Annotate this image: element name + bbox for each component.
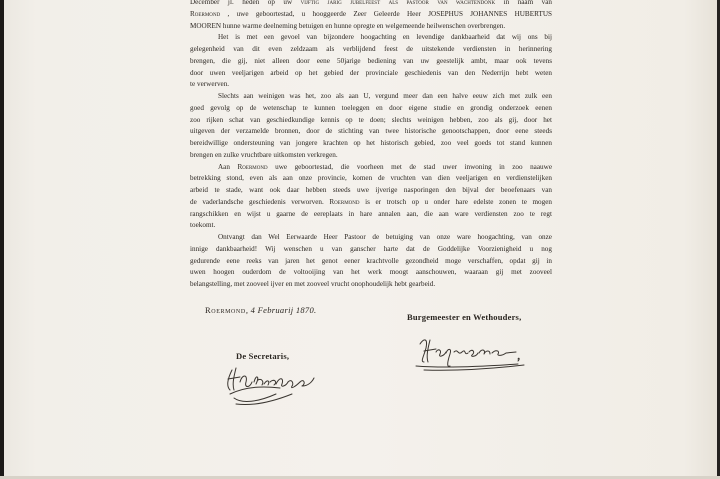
letter-line: Ontvangt dan Wel Eerwaarde Heer Pastoor de betuiging van onze ware hoogachting, van onze: [218, 233, 552, 241]
secretary-heading: De Secretaris,: [236, 351, 290, 361]
letter-body: [190, 0, 552, 291]
letter-line: rangschikken en wijst u gaarne de eereplaats in hare annalen aan, die aan ware verdiensten zoo te regt: [190, 209, 552, 218]
letter-line: Roermond , uwe geboortestad, u hooggeerde Zeer Geleerde Heer JOSEPHUS JOHANNES HUBERTUS: [190, 9, 552, 18]
letter-line: innige dankbaarheid! Wij wenschen u van ganscher harte dat de Goddelijke Voorzienigheid u nog: [190, 244, 552, 253]
letter-line: te verwerven.: [190, 80, 230, 89]
letter-line: toekomt.: [190, 221, 216, 230]
letter-line: gedurende eene reeks van jaren het genot eener krachtvolle gezondheid moge verschaffen, opdat gij in: [190, 256, 552, 265]
letter-line: brengen, die gij, niet alleen door eene 50jarige bediening van uw geestelijk ambt, maar ook tevens: [190, 56, 552, 65]
secretary-signature: [222, 364, 322, 408]
date-place: Roermond: [205, 305, 246, 315]
letter-line: bereidwillige ondersteuning van jongere krachten op het historisch gebied, zoo veel goeds tot stand kunnen: [190, 139, 552, 147]
letter-line: arbeid te stade, want ook daar hebben steeds uwe ijverige nasporingen den bijval der beoefenaars van: [190, 186, 552, 194]
letter-line: door uwen veeljarigen arbeid op het gebied der provinciale geschiedenis van den Nederrijn hebt weten: [190, 68, 552, 77]
letter-line: goed gevolg op de wetenschap te kunnen toeleggen en door eigene studie en grondig onderzoek eenen: [190, 103, 552, 112]
letter-line: belangstelling, met zooveel ijver en met zooveel vrucht onophoudelijk hebt gearbeid.: [190, 280, 436, 288]
letter-line: brengen en zulke vruchtbare uitkomsten verkregen.: [190, 150, 338, 159]
letter-line: betrekking stond, even als aan onze provincie, komen de vruchten van dien veeljarigen en verdienstelijken: [190, 174, 552, 183]
mayor-aldermen-heading: Burgemeester en Wethouders,: [407, 312, 522, 322]
letter-line: Het is met een gevoel van bijzondere hoogachting en levendige dankbaarheid dat wij ons bij: [218, 33, 552, 42]
scan-edge-left: [0, 0, 4, 479]
letter-line: MOOREN hunne warme deelneming betuigen en hunne opregte en welgemeende heilwenschen overbrengen.: [190, 21, 506, 30]
letter-line: December jl. heden op uw vijftig jarig jubelfeest als pastoor van wachtendonk in naam van: [190, 0, 552, 6]
date-text: , 4 Februarij 1870.: [245, 305, 317, 315]
letter-line: zoo rijken schat van geschiedkundige kennis op te doen; slechts weinigen hebben, zoo als gij, door het: [190, 115, 552, 124]
date-line: [205, 305, 316, 315]
letter-line: Slechts aan weinigen was het, zoo als aan U, vergund meer dan een halve eeuw zich met zulk een: [218, 92, 552, 100]
letter-line: uitgeven der verzamelde bronnen, door de stichting van twee historische genootschappen, door eene steeds: [190, 127, 552, 136]
mayor-signature: [406, 326, 532, 372]
letter-line: de vaderlandsche geschiedenis verworven. Roermond is er trotsch op u onder hare edelste zonen te mogen: [190, 197, 552, 206]
letter-line: uwen hoogen ouderdom de voltooijing van het werk moogt aanschouwen, waaraan gij met zooveel: [190, 268, 552, 277]
letter-line: Aan Roermond uwe geboortestad, die voorheen met de stad uwer inwoning in zoo naauwe: [218, 162, 552, 171]
letter-line: gelegenheid van dit even zeldzaam als verblijdend feest de uitstekende verdiensten in herinnering: [190, 45, 552, 53]
